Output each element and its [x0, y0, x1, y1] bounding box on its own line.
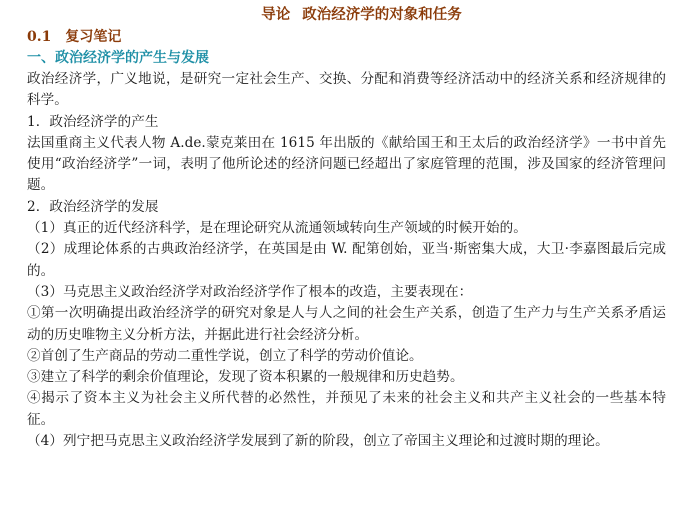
paragraph-subpoint-3: ③建立了科学的剩余价值理论，发现了资本积累的一般规律和历史趋势。 — [27, 369, 464, 386]
paragraph-origin-heading: 1．政治经济学的产生 — [27, 113, 159, 130]
chapter-name: 政治经济学的对象和任务 — [302, 6, 462, 23]
paragraph-point-3: （3）马克思主义政治经济学对政治经济学作了根本的改造，主要表现在： — [27, 283, 473, 300]
paragraph-definition: 政治经济学，广义地说，是研究一定社会生产、交换、分配和消费等经济活动中的经济关系和经济规律的科学。 — [27, 71, 666, 109]
paragraph-origin-text: 法国重商主义代表人物 A.de.蒙克莱田在 1615 年出版的《献给国王和王太后的政治经济学》一书中首先使用“政治经济学”一词，表明了他所论述的经济问题已经超出了家庭管理的范围，涉及国家的经济管理问题。 — [27, 134, 666, 194]
section-number: 0.1 — [27, 29, 52, 45]
paragraph-subpoint-4: ④揭示了资本主义为社会主义所代替的必然性，并预见了未来的社会主义和共产主义社会的一些基本特征。 — [27, 390, 666, 428]
chapter-title — [27, 6, 666, 24]
paragraph-subpoint-2: ②首创了生产商品的劳动二重性学说，创立了科学的劳动价值论。 — [27, 347, 423, 364]
subheading: 一、政治经济学的产生与发展 — [27, 50, 209, 66]
paragraph-development-heading: 2．政治经济学的发展 — [27, 198, 159, 215]
chapter-label: 导论 — [261, 6, 291, 23]
paragraph-point-1: （1）真正的近代经济科学，是在理论研究从流通领域转向生产领域的时候开始的。 — [27, 220, 527, 237]
paragraph-point-2: （2）成理论体系的古典政治经济学，在英国是由 W. 配第创始，亚当·斯密集大成，大卫·李嘉图最后完成的。 — [27, 241, 666, 279]
section-title: 复习笔记 — [65, 29, 122, 45]
paragraph-subpoint-1: ①第一次明确提出政治经济学的研究对象是人与人之间的社会生产关系，创造了生产力与生产关系矛盾运动的历史唯物主义分析方法，并据此进行社会经济分析。 — [27, 305, 666, 343]
section-heading — [27, 26, 666, 48]
paragraph-point-4: （4）列宁把马克思主义政治经济学发展到了新的阶段，创立了帝国主义理论和过渡时期的理论。 — [27, 433, 609, 450]
